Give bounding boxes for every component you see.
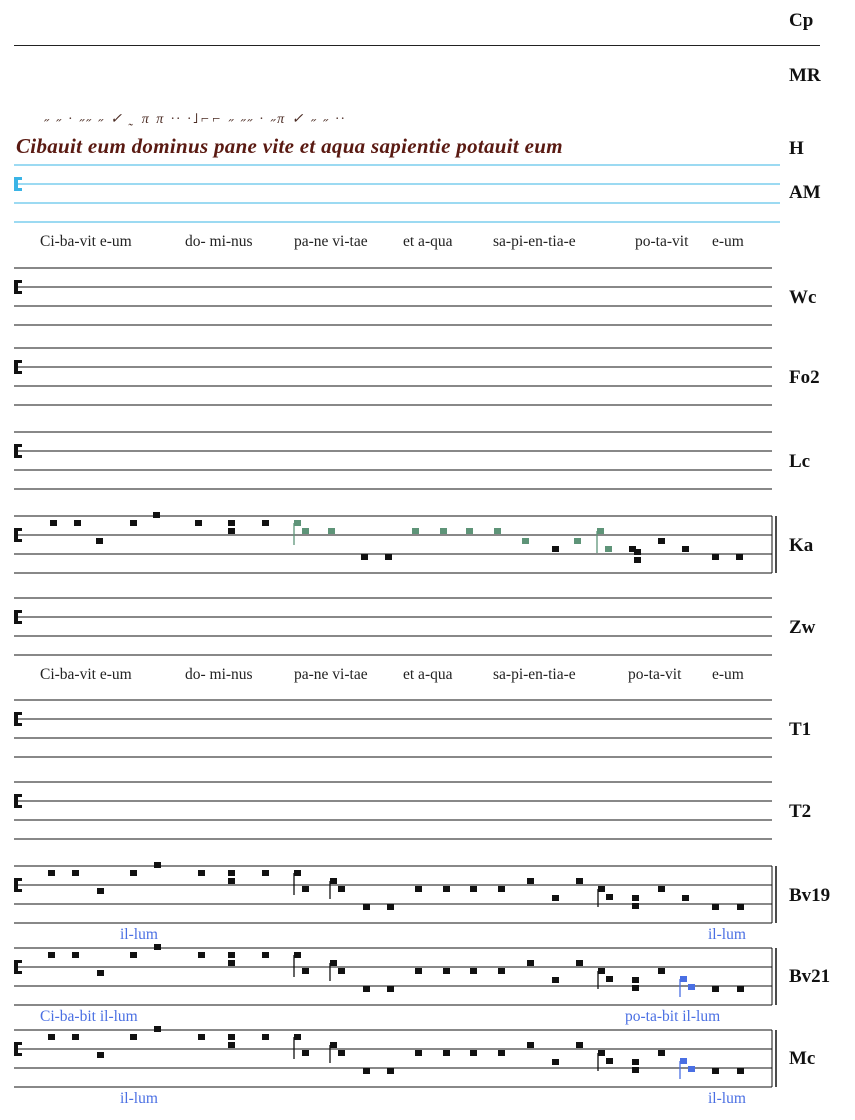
note-mark	[262, 870, 269, 876]
note-mark	[680, 976, 687, 982]
lyric-word: sa-pi-en-tia-e	[493, 666, 576, 683]
note-mark	[228, 952, 235, 958]
note-mark	[737, 904, 744, 910]
note-mark	[552, 546, 559, 552]
note-mark	[328, 528, 335, 534]
note-mark	[606, 894, 613, 900]
note-mark	[737, 986, 744, 992]
note-mark	[130, 870, 137, 876]
note-mark	[97, 1052, 104, 1058]
note-mark	[228, 1042, 235, 1048]
siglum-cp: Cp	[789, 10, 814, 31]
clef-icon	[14, 528, 22, 531]
note-mark	[97, 888, 104, 894]
note-mark	[154, 862, 161, 868]
variant-text: il-lum	[120, 926, 158, 943]
note-mark	[634, 557, 641, 563]
note-mark	[302, 528, 309, 534]
note-mark	[552, 1059, 559, 1065]
note-mark	[712, 554, 719, 560]
note-mark	[72, 1034, 79, 1040]
note-mark	[606, 976, 613, 982]
note-mark	[330, 878, 337, 884]
note-mark	[294, 870, 301, 876]
note-mark	[50, 520, 57, 526]
clef-icon	[14, 444, 22, 447]
note-mark	[74, 520, 81, 526]
note-mark	[302, 968, 309, 974]
variant-text: il-lum	[708, 1090, 746, 1107]
note-mark	[443, 1050, 450, 1056]
variant-text: Ci-ba-bit il-lum	[40, 1008, 138, 1025]
lyric-word: et a-qua	[403, 233, 453, 250]
lyric-word: do- mi-nus	[185, 233, 253, 250]
note-mark	[96, 538, 103, 544]
siglum-t1: T1	[789, 719, 812, 740]
clef-icon	[14, 712, 22, 715]
clef-icon	[14, 360, 22, 363]
note-mark	[688, 984, 695, 990]
note-mark	[130, 520, 137, 526]
note-mark	[385, 554, 392, 560]
lyric-word: po-ta-vit	[628, 666, 682, 683]
clef-icon	[14, 291, 22, 294]
note-mark	[736, 554, 743, 560]
note-mark	[440, 528, 447, 534]
note-mark	[262, 520, 269, 526]
siglum-lc: Lc	[789, 451, 811, 472]
clef-icon	[14, 794, 22, 797]
note-mark	[737, 1068, 744, 1074]
lyric-word: pa-ne vi-tae	[294, 666, 368, 683]
lyric-word: do- mi-nus	[185, 666, 253, 683]
note-mark	[294, 1034, 301, 1040]
note-mark	[470, 886, 477, 892]
siglum-bv21: Bv21	[789, 966, 831, 987]
note-mark	[154, 1026, 161, 1032]
note-mark	[228, 520, 235, 526]
note-mark	[598, 968, 605, 974]
note-mark	[198, 952, 205, 958]
note-mark	[682, 546, 689, 552]
siglum-bv19: Bv19	[789, 885, 831, 906]
note-mark	[195, 520, 202, 526]
note-mark	[387, 986, 394, 992]
siglum-am: AM	[789, 182, 821, 203]
clef-icon	[14, 971, 22, 974]
variant-text: il-lum	[120, 1090, 158, 1107]
note-mark	[597, 528, 604, 534]
note-mark	[712, 986, 719, 992]
note-mark	[632, 903, 639, 909]
variant-text: po-ta-bit il-lum	[625, 1008, 721, 1025]
note-mark	[576, 1042, 583, 1048]
note-mark	[415, 1050, 422, 1056]
note-mark	[443, 886, 450, 892]
note-mark	[632, 1067, 639, 1073]
note-mark	[338, 968, 345, 974]
note-mark	[228, 878, 235, 884]
note-mark	[632, 977, 639, 983]
note-mark	[330, 1042, 337, 1048]
manuscript-neumes: ˶ ˶ · ˶˶ ˶ ✓ ˷ π π ·· ·˩⌐⌐ ˶ ˶˶ · ˶π ✓ ˶ ˶ ··	[44, 112, 347, 127]
clef-icon	[14, 1042, 22, 1045]
note-mark	[338, 886, 345, 892]
clef-icon	[14, 621, 22, 624]
note-mark	[228, 960, 235, 966]
variant-text: il-lum	[708, 926, 746, 943]
lyric-word: et a-qua	[403, 666, 453, 683]
note-mark	[527, 878, 534, 884]
note-mark	[130, 952, 137, 958]
note-mark	[72, 870, 79, 876]
note-mark	[262, 952, 269, 958]
note-mark	[598, 886, 605, 892]
note-mark	[680, 1058, 687, 1064]
siglum-wc: Wc	[789, 287, 817, 308]
note-mark	[682, 895, 689, 901]
clef-icon	[14, 188, 22, 191]
note-mark	[330, 960, 337, 966]
note-mark	[522, 538, 529, 544]
note-mark	[498, 886, 505, 892]
siglum-mr: MR	[789, 65, 821, 86]
note-mark	[48, 952, 55, 958]
note-mark	[712, 904, 719, 910]
note-mark	[658, 538, 665, 544]
note-mark	[527, 1042, 534, 1048]
lyric-word: po-ta-vit	[635, 233, 689, 250]
note-mark	[576, 878, 583, 884]
lyric-word: sa-pi-en-tia-e	[493, 233, 576, 250]
clef-icon	[14, 1053, 22, 1056]
note-mark	[363, 1068, 370, 1074]
lyric-word: e-um	[712, 666, 744, 683]
note-mark	[576, 960, 583, 966]
clef-icon	[14, 455, 22, 458]
note-mark	[198, 1034, 205, 1040]
note-mark	[302, 886, 309, 892]
note-mark	[606, 1058, 613, 1064]
clef-icon	[14, 723, 22, 726]
note-mark	[387, 1068, 394, 1074]
note-mark	[228, 870, 235, 876]
note-mark	[470, 968, 477, 974]
note-mark	[494, 528, 501, 534]
manuscript-text: Cibauit eum dominus pane vite et aqua sapientie potauit eum	[16, 134, 563, 158]
note-mark	[443, 968, 450, 974]
siglum-zw: Zw	[789, 617, 816, 638]
note-mark	[228, 528, 235, 534]
clef-icon	[14, 371, 22, 374]
note-mark	[574, 538, 581, 544]
note-mark	[658, 968, 665, 974]
note-mark	[466, 528, 473, 534]
clef-icon	[14, 805, 22, 808]
note-mark	[470, 1050, 477, 1056]
note-mark	[552, 977, 559, 983]
siglum-t2: T2	[789, 801, 812, 822]
note-mark	[527, 960, 534, 966]
note-mark	[415, 886, 422, 892]
note-mark	[605, 546, 612, 552]
clef-icon	[14, 177, 22, 180]
clef-icon	[14, 280, 22, 283]
note-mark	[302, 1050, 309, 1056]
note-mark	[412, 528, 419, 534]
note-mark	[658, 886, 665, 892]
clef-icon	[14, 610, 22, 613]
note-mark	[72, 952, 79, 958]
note-mark	[629, 546, 636, 552]
note-mark	[154, 944, 161, 950]
note-mark	[228, 1034, 235, 1040]
note-mark	[262, 1034, 269, 1040]
note-mark	[632, 895, 639, 901]
note-mark	[130, 1034, 137, 1040]
note-mark	[658, 1050, 665, 1056]
clef-icon	[14, 878, 22, 881]
note-mark	[598, 1050, 605, 1056]
lyric-word: pa-ne vi-tae	[294, 233, 368, 250]
note-mark	[97, 970, 104, 976]
note-mark	[363, 986, 370, 992]
note-mark	[498, 968, 505, 974]
note-mark	[415, 968, 422, 974]
clef-icon	[14, 960, 22, 963]
siglum-ka: Ka	[789, 535, 814, 556]
note-mark	[552, 895, 559, 901]
note-mark	[632, 985, 639, 991]
siglum-h: H	[789, 138, 804, 159]
siglum-fo2: Fo2	[789, 367, 820, 388]
note-mark	[632, 1059, 639, 1065]
note-mark	[294, 520, 301, 526]
lyric-word: Ci-ba-vit e-um	[40, 233, 132, 250]
note-mark	[712, 1068, 719, 1074]
clef-icon	[14, 889, 22, 892]
clef-icon	[14, 539, 22, 542]
note-mark	[363, 904, 370, 910]
note-mark	[48, 870, 55, 876]
note-mark	[688, 1066, 695, 1072]
note-mark	[498, 1050, 505, 1056]
note-mark	[153, 512, 160, 518]
note-mark	[387, 904, 394, 910]
note-mark	[361, 554, 368, 560]
note-mark	[338, 1050, 345, 1056]
lyric-word: Ci-ba-vit e-um	[40, 666, 132, 683]
siglum-mc: Mc	[789, 1048, 816, 1069]
note-mark	[198, 870, 205, 876]
note-mark	[48, 1034, 55, 1040]
lyric-word: e-um	[712, 233, 744, 250]
note-mark	[294, 952, 301, 958]
